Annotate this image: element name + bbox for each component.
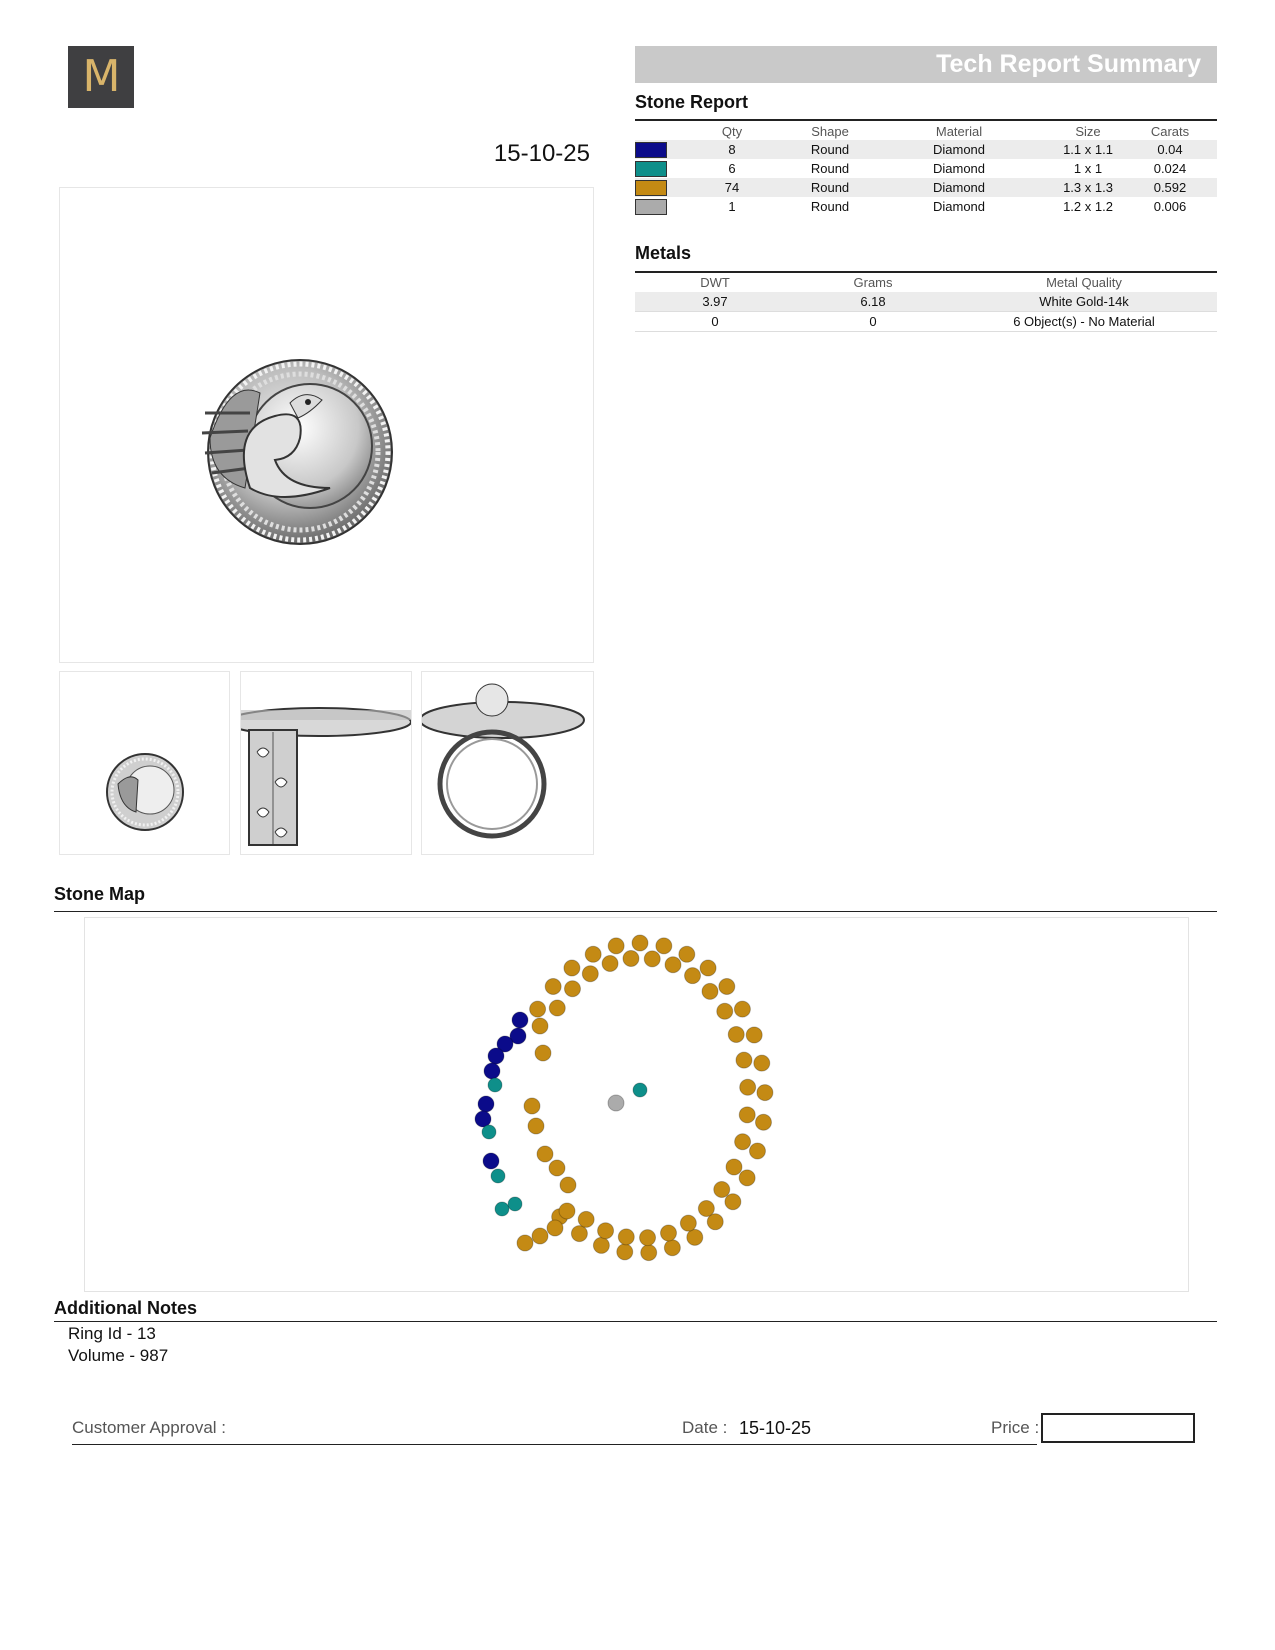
col-dwt: DWT bbox=[700, 275, 730, 290]
price-label: Price : bbox=[991, 1418, 1040, 1437]
stone-map-stone bbox=[728, 1026, 744, 1042]
stone-map-stone bbox=[714, 1181, 730, 1197]
ring-thumbnail-side-image bbox=[241, 672, 411, 854]
logo-letter: M bbox=[82, 51, 120, 102]
stone-table-header bbox=[635, 122, 1217, 140]
stone-map-stone bbox=[484, 1063, 500, 1079]
ring-thumbnail-front-image bbox=[422, 672, 593, 854]
stone-map-stone bbox=[755, 1114, 771, 1130]
stone-material: Diamond bbox=[865, 178, 1053, 197]
stone-map-stone bbox=[739, 1170, 755, 1186]
price-field[interactable] bbox=[1041, 1413, 1195, 1443]
stone-map-stone bbox=[524, 1098, 540, 1114]
stone-map-stone bbox=[508, 1197, 522, 1211]
stone-shape: Round bbox=[810, 199, 850, 214]
stone-map-stone bbox=[512, 1012, 528, 1028]
stone-map-stone bbox=[517, 1235, 533, 1251]
table-row bbox=[635, 292, 1217, 312]
stone-map-stone bbox=[564, 960, 580, 976]
report-title-band bbox=[635, 46, 1217, 83]
stone-map-stone bbox=[488, 1078, 502, 1092]
stone-map-stone bbox=[687, 1229, 703, 1245]
stone-shape: Round bbox=[810, 161, 850, 176]
stone-map-stone bbox=[483, 1153, 499, 1169]
stone-map-diagram bbox=[85, 918, 1188, 1291]
note-line: Volume - 987 bbox=[68, 1346, 169, 1365]
stone-map-stone bbox=[547, 1220, 563, 1236]
metals-table bbox=[635, 273, 1217, 332]
stone-map-stone bbox=[582, 966, 598, 982]
stone-size: 1.1 x 1.1 bbox=[1053, 140, 1123, 159]
stone-map-stone bbox=[593, 1237, 609, 1253]
ring-thumbnail-top-image bbox=[60, 672, 229, 854]
note-line: Ring Id - 13 bbox=[68, 1324, 156, 1343]
stone-material: Diamond bbox=[932, 199, 986, 214]
stone-map-stone bbox=[530, 1001, 546, 1017]
report-title: Tech Report Summary bbox=[936, 50, 1201, 78]
metal-dwt: 0 bbox=[635, 312, 795, 332]
stone-map-stone bbox=[754, 1055, 770, 1071]
stone-map-stone bbox=[537, 1146, 553, 1162]
stone-map-stone bbox=[488, 1048, 504, 1064]
table-row bbox=[635, 178, 1217, 197]
metals-heading: Metals bbox=[635, 243, 692, 263]
stone-map-panel bbox=[84, 917, 1189, 1292]
stone-map-stone bbox=[700, 960, 716, 976]
stone-map-stone bbox=[532, 1228, 548, 1244]
stone-map-stone bbox=[618, 1229, 634, 1245]
metal-dwt: 3.97 bbox=[635, 292, 795, 312]
stone-map-stone bbox=[679, 946, 695, 962]
stone-map-stone bbox=[602, 955, 618, 971]
stone-map-stone bbox=[482, 1125, 496, 1139]
stone-map-stone bbox=[598, 1223, 614, 1239]
stone-map-stone bbox=[632, 935, 648, 951]
col-carats: Carats bbox=[1150, 123, 1190, 139]
stone-map-stone bbox=[736, 1052, 752, 1068]
stone-map-stone bbox=[664, 1240, 680, 1256]
customer-approval-signature-line bbox=[72, 1444, 1037, 1445]
metal-quality: White Gold-14k bbox=[951, 292, 1217, 312]
stone-map-stone bbox=[734, 1001, 750, 1017]
stone-carats: 0.006 bbox=[1153, 199, 1187, 214]
stone-map-stone bbox=[746, 1027, 762, 1043]
stone-map-stone bbox=[571, 1226, 587, 1242]
table-row bbox=[635, 140, 1217, 159]
approval-date-label: Date : bbox=[682, 1418, 728, 1437]
stone-qty: 6 bbox=[728, 161, 736, 176]
stone-map-stone bbox=[545, 979, 561, 995]
stone-map-stone bbox=[532, 1018, 548, 1034]
stone-map-stone bbox=[698, 1200, 714, 1216]
stone-map-stone bbox=[549, 1000, 565, 1016]
stone-map-stone bbox=[719, 979, 735, 995]
metal-grams: 6.18 bbox=[795, 292, 951, 312]
stone-carats: 0.04 bbox=[1123, 140, 1217, 159]
stone-map-stone bbox=[608, 938, 624, 954]
stone-map-stone bbox=[623, 950, 639, 966]
stone-map-stone bbox=[735, 1134, 751, 1150]
stone-color-swatch bbox=[635, 199, 667, 215]
stone-map-stone bbox=[641, 1245, 657, 1261]
stone-map-heading: Stone Map bbox=[54, 884, 146, 904]
additional-notes-rule bbox=[54, 1321, 1217, 1322]
stone-map-stone bbox=[726, 1159, 742, 1175]
ring-thumbnail-side bbox=[240, 671, 412, 855]
stone-map-stone bbox=[640, 1230, 656, 1246]
stone-map-stone bbox=[559, 1203, 575, 1219]
stone-material: Diamond bbox=[865, 140, 1053, 159]
additional-notes-body bbox=[68, 1323, 168, 1367]
stone-material: Diamond bbox=[932, 161, 986, 176]
stone-report-table bbox=[635, 122, 1217, 216]
stone-size: 1 x 1 bbox=[1073, 161, 1103, 176]
metals-table-header bbox=[635, 273, 1217, 292]
customer-approval-label: Customer Approval : bbox=[72, 1418, 227, 1437]
stone-shape: Round bbox=[795, 178, 865, 197]
stone-map-stone bbox=[617, 1244, 633, 1260]
stone-map-stone bbox=[608, 1095, 624, 1111]
approval-date-value: 15-10-25 bbox=[739, 1418, 812, 1438]
ring-main-view bbox=[59, 187, 594, 663]
stone-map-stone bbox=[564, 981, 580, 997]
stone-qty: 1 bbox=[728, 199, 736, 214]
stone-map-stone bbox=[644, 951, 660, 967]
stone-map-stone bbox=[725, 1194, 741, 1210]
stone-map-stone bbox=[535, 1045, 551, 1061]
col-metal-quality: Metal Quality bbox=[1046, 275, 1122, 290]
stone-map-stone bbox=[578, 1211, 594, 1227]
metal-grams: 0 bbox=[795, 312, 951, 332]
stone-qty: 8 bbox=[669, 140, 795, 159]
col-grams: Grams bbox=[853, 275, 893, 290]
company-logo bbox=[68, 46, 134, 108]
table-row bbox=[635, 197, 1217, 216]
ring-thumbnail-front bbox=[421, 671, 594, 855]
stone-map-stone bbox=[660, 1225, 676, 1241]
stone-carats: 0.024 bbox=[1153, 161, 1187, 176]
table-row bbox=[635, 312, 1217, 332]
stone-size: 1.3 x 1.3 bbox=[1053, 178, 1123, 197]
stone-color-swatch bbox=[635, 161, 667, 177]
metal-quality: 6 Object(s) - No Material bbox=[951, 312, 1217, 332]
stone-map-rule bbox=[54, 911, 1217, 912]
stone-map-stone bbox=[665, 957, 681, 973]
stone-shape: Round bbox=[795, 140, 865, 159]
col-shape: Shape bbox=[811, 123, 849, 139]
stone-color-swatch bbox=[635, 180, 667, 196]
table-row bbox=[635, 159, 1217, 178]
stone-map-stone bbox=[633, 1083, 647, 1097]
ring-render-top-image bbox=[60, 188, 593, 662]
stone-map-stone bbox=[685, 968, 701, 984]
stone-map-stone bbox=[478, 1096, 494, 1112]
stone-map-stone bbox=[749, 1143, 765, 1159]
stone-size: 1.2 x 1.2 bbox=[1063, 199, 1113, 214]
stone-map-stone bbox=[585, 946, 601, 962]
stone-color-swatch bbox=[635, 142, 667, 158]
stone-map-stone bbox=[702, 983, 718, 999]
ring-thumbnail-top bbox=[59, 671, 230, 855]
col-material: Material bbox=[935, 123, 983, 139]
report-date: 15-10-25 bbox=[493, 140, 590, 167]
additional-notes-heading: Additional Notes bbox=[54, 1298, 197, 1318]
stone-map-stone bbox=[757, 1085, 773, 1101]
stone-map-stone bbox=[739, 1107, 755, 1123]
stone-map-stone bbox=[549, 1160, 565, 1176]
stone-map-stone bbox=[740, 1079, 756, 1095]
stone-map-stone bbox=[528, 1118, 544, 1134]
col-size: Size bbox=[1075, 123, 1101, 139]
stone-carats: 0.592 bbox=[1123, 178, 1217, 197]
stone-map-stone bbox=[560, 1177, 576, 1193]
stone-map-stone bbox=[680, 1215, 696, 1231]
stone-map-stone bbox=[656, 938, 672, 954]
col-qty: Qty bbox=[721, 123, 743, 139]
stone-map-stone bbox=[495, 1202, 509, 1216]
stone-report-rule bbox=[635, 119, 1217, 121]
stone-map-stone bbox=[491, 1169, 505, 1183]
stone-qty: 74 bbox=[669, 178, 795, 197]
stone-map-stone bbox=[717, 1003, 733, 1019]
stone-report-heading: Stone Report bbox=[635, 92, 749, 112]
